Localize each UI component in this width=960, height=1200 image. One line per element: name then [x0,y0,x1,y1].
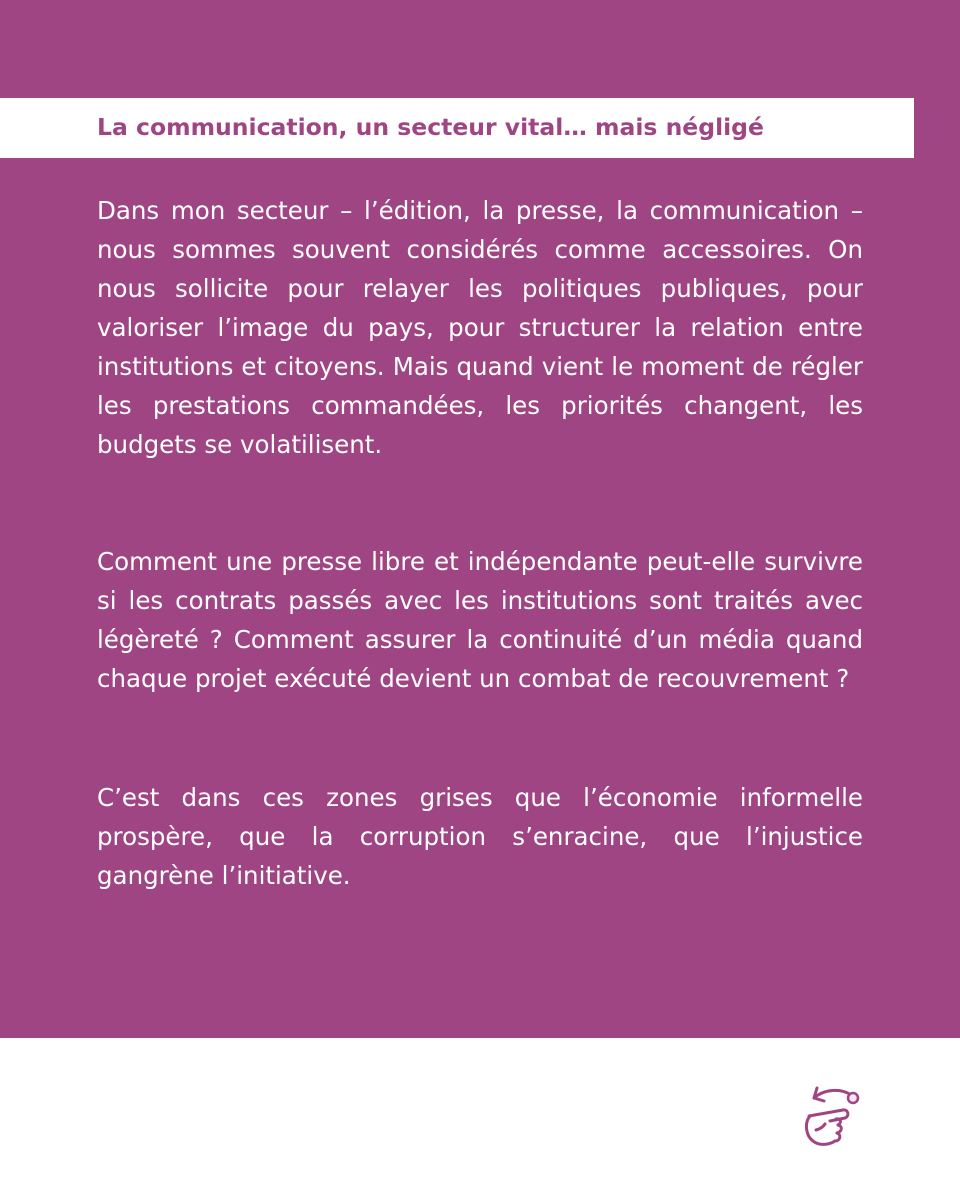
page-title: La communication, un secteur vital… mais négligé [97,113,764,141]
paragraph-2: Comment une presse libre et indépendante peut-elle survivre si les contrats passés avec les institutions sont traités avec légèreté ? Comment assurer la continuité d’un média quand chaque projet exécuté devient un combat de recouvrement ? [97,547,863,693]
paragraph-3: C’est dans ces zones grises que l’économie informelle prospère, que la corruption s’enracine, que l’injustice gangrène l’initiative. [97,783,863,890]
paragraph-1: Dans mon secteur – l’édition, la presse, la communication – nous sommes souvent considérés comme accessoires. On nous sollicite pour relayer les politiques publiques, pour valoriser l’image du pays, pour structurer la relation entre institutions et citoyens. Mais quand vient le moment de régler les prestations commandées, les priorités changent, les budgets se volatilisent. [97,196,863,459]
swipe-hand-icon[interactable] [798,1085,866,1153]
